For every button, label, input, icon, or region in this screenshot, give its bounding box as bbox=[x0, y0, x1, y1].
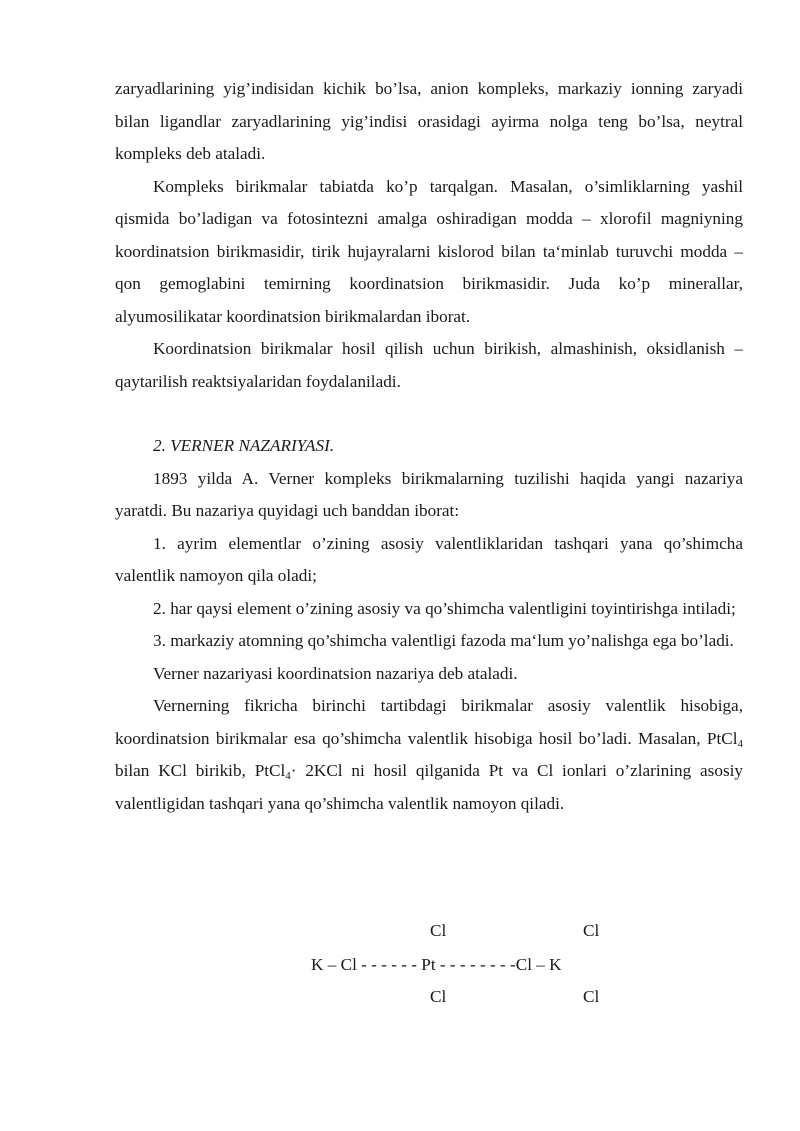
formula-main-chain: K – Cl - - - - - - Pt - - - - - - - -Cl – K bbox=[311, 955, 562, 974]
paragraph-coordination-theory: Verner nazariyasi koordinatsion nazariya deb ataladi. bbox=[153, 663, 518, 683]
list-item-1: 1. ayrim elementlar o’zining asosiy valentliklaridan tashqari yana qo’shimcha valentlik namoyon qila oladi; bbox=[115, 533, 743, 585]
paragraph-nature: Kompleks birikmalar tabiatda ko’p tarqalgan. Masalan, o’simliklarning yashil qismida bo’ladigan va fotosintezni amalga oshiradigan modda – xlorofil magniyning koordinatsion birikmasidir, tirik hujayralarni kislorod bilan ta‘minlab turuvchi modda – qon gemoglabini temirning koordinatsion birikmasidir. Juda ko’p minerallar, alyumosilikatar koordinatsion birikmalardan iborat. bbox=[115, 176, 743, 326]
list-item-2: 2. har qaysi element o’zining asosiy va qo’shimcha valentligini toyintirishga intiladi; bbox=[153, 598, 736, 618]
formula-bottom-right-cl: Cl bbox=[583, 987, 600, 1006]
paragraph-reactions: Koordinatsion birikmalar hosil qilish uchun birikish, almashinish, oksidlanish – qaytarilish reaktsiyalaridan foydalaniladi. bbox=[115, 339, 743, 391]
paragraph-valence-example bbox=[115, 690, 743, 820]
section-heading: 2. VERNER NAZARIYASI. bbox=[153, 436, 335, 455]
p6-text-1: Vernerning fikricha birinchi tartibdagi birikmalar asosiy valentlik hisobiga, koordinatsion birikmalar esa qo’shimcha valentlik hisobiga hosil bo’ladi. Masalan, PtCl bbox=[115, 696, 743, 748]
formula-bottom-left-cl: Cl bbox=[430, 987, 447, 1006]
formula-top-right-cl: Cl bbox=[583, 921, 600, 940]
paragraph-anion-neutral: zaryadlarining yig’indisidan kichik bo’lsa, anion kompleks, markaziy ionning zaryadi bilan ligandlar zaryadlarining yig’indisi orasidagi ayirma nolga teng bo’lsa, neytral kompleks deb ataladi. bbox=[115, 79, 743, 163]
p6-text-2: bilan KCl birikib, PtCl bbox=[115, 761, 286, 780]
list-item-3: 3. markaziy atomning qo’shimcha valentligi fazoda ma‘lum yo’nalishga ega bo’ladi. bbox=[153, 631, 734, 650]
formula-top-left-cl: Cl bbox=[430, 921, 447, 940]
document-body bbox=[115, 73, 743, 820]
p6-text-3: · 2KCl ni hosil qilganida Pt va Cl ionlari o’zlarining asosiy valentligidan tashqari yana qo’shimcha valentlik namoyon qiladi. bbox=[115, 761, 743, 813]
p6-subscript-1: 4 bbox=[737, 737, 743, 750]
p6-subscript-2: 4 bbox=[285, 770, 291, 782]
blank-line bbox=[115, 398, 743, 430]
paragraph-verner-1893: 1893 yilda A. Verner kompleks birikmalarning tuzilishi haqida yangi nazariya yaratdi. Bu nazariya quyidagi uch banddan iborat: bbox=[115, 468, 743, 520]
